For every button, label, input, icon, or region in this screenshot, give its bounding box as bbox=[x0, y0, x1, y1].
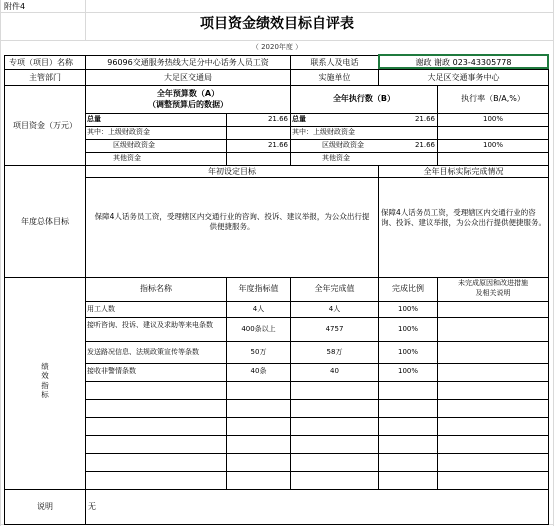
initial-goal-header: 年初设定目标 bbox=[208, 167, 256, 176]
indicator-target-header: 年度指标值 bbox=[238, 284, 279, 293]
fund-budget: 21.66 bbox=[267, 115, 288, 123]
indicator-target: 4人 bbox=[252, 305, 265, 313]
budget-header-sub: （调整预算后的数据） bbox=[148, 100, 228, 109]
indicator-actual: 4人 bbox=[328, 305, 341, 313]
indicator-name: 接听咨询、投诉、建议及求助等来电条数 bbox=[87, 321, 213, 329]
page-title: 项目资金绩效目标自评表 bbox=[200, 16, 354, 32]
impl-value: 大足区交通事务中心 bbox=[427, 73, 500, 82]
fund-exec: 21.66 bbox=[414, 115, 435, 123]
indicator-ratio: 100% bbox=[397, 325, 418, 333]
fund-exec-label: 区级财政资金 bbox=[322, 141, 364, 149]
indicator-reason-header-sub: 及相关说明 bbox=[475, 289, 511, 297]
fund-exec-label: 其他资金 bbox=[322, 154, 350, 162]
fund-exec: 21.66 bbox=[414, 141, 435, 149]
fund-rate: 100% bbox=[482, 115, 503, 123]
indicator-name: 接收非警情条数 bbox=[87, 367, 136, 375]
indicator-actual: 58万 bbox=[326, 348, 343, 356]
project-name-label: 专项（项目）名称 bbox=[9, 58, 73, 67]
initial-goal-text: 保障4人话务员工资，受理辖区内交通行业的咨询、投诉、建议举报，为公众出行提供便捷服务。 bbox=[94, 212, 370, 232]
note-value: 无 bbox=[88, 502, 96, 511]
fund-rate: 100% bbox=[482, 141, 503, 149]
funds-section-label: 项目资金（万元） bbox=[13, 121, 77, 130]
fund-row-label: 总量 bbox=[87, 115, 101, 123]
note-label: 说明 bbox=[37, 502, 53, 511]
indicator-name-header: 指标名称 bbox=[140, 284, 172, 293]
indicator-actual: 4757 bbox=[325, 325, 344, 333]
dept-label: 主管部门 bbox=[29, 73, 61, 82]
dept-value: 大足区交通局 bbox=[164, 73, 212, 82]
fund-exec-label: 总量 bbox=[292, 115, 306, 123]
budget-header: 全年预算数（A） bbox=[156, 89, 220, 98]
actual-goal-header: 全年目标实际完成情况 bbox=[423, 167, 504, 176]
indicator-ratio: 100% bbox=[397, 348, 418, 356]
indicator-ratio-header: 完成比例 bbox=[392, 284, 424, 293]
indicator-target: 400条以上 bbox=[241, 325, 276, 333]
fund-row-label: 其他资金 bbox=[113, 154, 141, 162]
contact-cell[interactable]: 谢政 谢政 023-43305778 bbox=[415, 58, 512, 67]
fund-row-label: 其中：上级财政资金 bbox=[87, 128, 150, 136]
indicator-target: 40条 bbox=[250, 367, 267, 375]
project-name: 96096交通服务热线大足分中心话务人员工资 bbox=[107, 58, 269, 67]
exec-header: 全年执行数（B） bbox=[332, 94, 396, 103]
contact-label: 联系人及电话 bbox=[310, 58, 359, 67]
impl-label: 实施单位 bbox=[318, 73, 351, 82]
indicator-ratio: 100% bbox=[397, 305, 418, 313]
indicator-target: 50万 bbox=[250, 348, 267, 356]
indicator-actual-header: 全年完成值 bbox=[314, 284, 355, 293]
indicators-section-label: 绩 效 指 标 bbox=[41, 362, 49, 400]
indicator-name: 用工人数 bbox=[87, 305, 115, 313]
fund-budget: 21.66 bbox=[267, 141, 288, 149]
indicator-reason-header: 未完成原因和改进措施 bbox=[458, 279, 528, 287]
fund-row-label: 区级财政资金 bbox=[113, 141, 155, 149]
attachment-label: 附件4 bbox=[4, 2, 26, 11]
actual-goal-text: 保障4人话务员工资，受理辖区内交通行业的咨询、投诉、建议举报，为公众出行提供便捷服务。 bbox=[381, 208, 546, 228]
indicator-actual: 40 bbox=[330, 367, 339, 375]
fund-exec-label: 其中：上级财政资金 bbox=[292, 128, 355, 136]
rate-header: 执行率（B/A,%） bbox=[461, 94, 525, 103]
year-label: （ 2020年度 ） bbox=[251, 43, 303, 51]
indicator-ratio: 100% bbox=[397, 367, 418, 375]
indicator-name: 发送路况信息、法规政策宣传等条数 bbox=[87, 348, 199, 356]
selected-cell-highlight bbox=[378, 54, 549, 69]
goals-section-label: 年度总体目标 bbox=[21, 217, 69, 226]
